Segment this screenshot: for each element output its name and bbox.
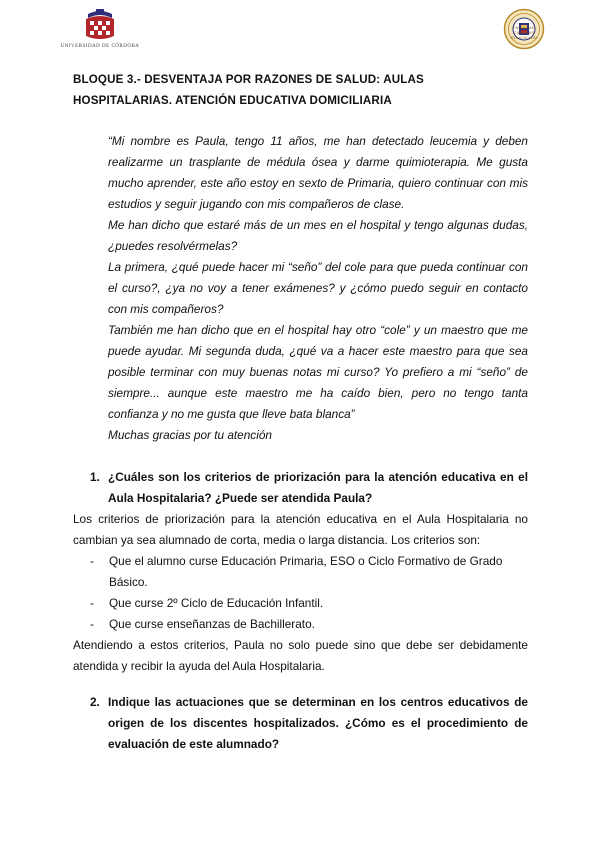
section-title-line: BLOQUE 3.- DESVENTAJA POR RAZONES DE SALUD: AULAS bbox=[73, 73, 424, 86]
criteria-text: Que curse 2º Ciclo de Educación Infantil. bbox=[109, 596, 324, 610]
quote-paragraph: También me han dicho que en el hospital hay otro “cole” y un maestro que me puede ayudar. Mi segunda duda, ¿qué va a hacer este maestro para que sea posible terminar con muy buenas notas mi curso? Yo prefiero a mi “seño” de siempre... aunque este maestro me ha caído bien, pero no tengo tanta confianza y no me gusta que lleve bata blanca” bbox=[108, 323, 528, 421]
section-title-line: HOSPITALARIAS. ATENCIÓN EDUCATIVA DOMICILIARIA bbox=[73, 94, 392, 107]
faculty-seal bbox=[503, 8, 545, 50]
criteria-text: Que curse enseñanzas de Bachillerato. bbox=[109, 617, 315, 631]
question-2 bbox=[90, 692, 528, 755]
criteria-text: Que el alumno curse Educación Primaria, ESO o Ciclo Formativo de Grado Básico. bbox=[109, 554, 503, 589]
university-logo bbox=[60, 8, 140, 48]
university-logo-text: UNIVERSIDAD DE CÓRDOBA bbox=[60, 44, 140, 49]
faculty-seal-text: FACULTAD CIENCIAS EDUCACIÓN bbox=[511, 25, 537, 40]
case-study-quote bbox=[108, 131, 528, 446]
question-number: 2. bbox=[90, 695, 100, 709]
question-text: ¿Cuáles son los criterios de priorización para la atención educativa en el Aula Hospitalaria? ¿Puede ser atendida Paula? bbox=[108, 470, 528, 505]
quote-paragraph: Me han dicho que estaré más de un mes en el hospital y tengo algunas dudas, ¿puedes resolvérmelas? bbox=[108, 218, 528, 253]
answer-1 bbox=[73, 509, 528, 677]
list-dash: - bbox=[90, 596, 94, 610]
criteria-item bbox=[73, 551, 528, 593]
criteria-item bbox=[73, 593, 528, 614]
section-title bbox=[73, 69, 533, 111]
list-dash: - bbox=[90, 554, 94, 568]
university-crest-icon bbox=[80, 8, 120, 42]
criteria-list bbox=[73, 551, 528, 635]
list-dash: - bbox=[90, 617, 94, 631]
quote-paragraph: La primera, ¿qué puede hacer mi “seño” del cole para que pueda continuar con el curso?, ¿ya no voy a tener exámenes? y ¿cómo puedo seguir en contacto con mis compañeros? bbox=[108, 260, 528, 316]
answer-conclusion: Atendiendo a estos criterios, Paula no solo puede sino que debe ser debidamente atendida y recibir la ayuda del Aula Hospitalaria. bbox=[73, 638, 528, 673]
question-1 bbox=[90, 467, 528, 509]
answer-intro: Los criterios de priorización para la atención educativa en el Aula Hospitalaria no cambian ya sea alumnado de corta, media o larga distancia. Los criterios son: bbox=[73, 512, 528, 547]
question-number: 1. bbox=[90, 470, 100, 484]
criteria-item bbox=[73, 614, 528, 635]
quote-paragraph: “Mi nombre es Paula, tengo 11 años, me han detectado leucemia y deben realizarme un trasplante de médula ósea y darme quimioterapia. Me gusta mucho aprender, este año estoy en sexto de Primaria, quiero continuar con mis estudios y seguir jugando con mis compañeros de clase. bbox=[108, 134, 528, 211]
quote-closing: Muchas gracias por tu atención bbox=[108, 428, 272, 442]
question-text: Indique las actuaciones que se determinan en los centros educativos de origen de los discentes hospitalizados. ¿Cómo es el procedimiento de evaluación de este alumnado? bbox=[108, 695, 528, 751]
